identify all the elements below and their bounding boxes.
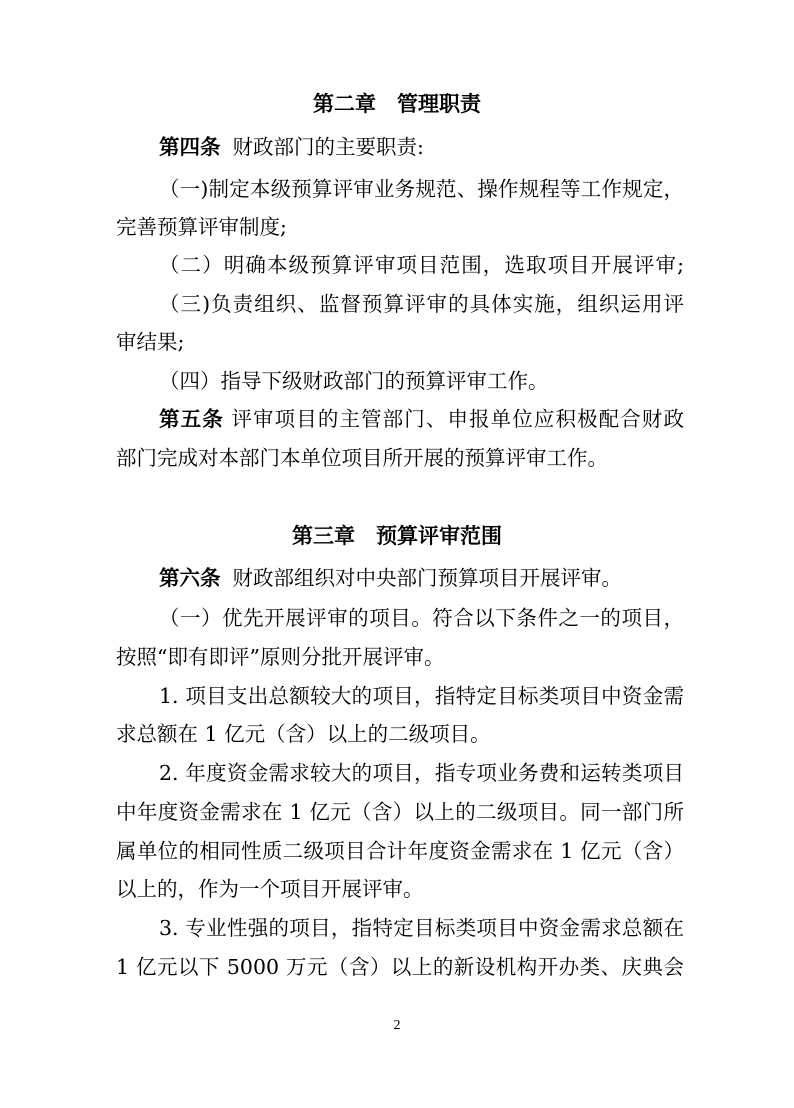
point-2-line-2: 中年度资金需求在 1 亿元（含）以上的二级项目。同一部门所 <box>116 800 684 824</box>
point-1-line-2: 求总额在 1 亿元（含）以上的二级项目。 <box>116 722 491 746</box>
article-6-item-1-line-1: （一）优先开展评审的项目。符合以下条件之一的项目， <box>159 606 684 630</box>
chapter-2-heading: 第二章 管理职责 <box>313 92 481 116</box>
article-5-line-1 <box>159 407 684 431</box>
article-5-line-2: 部门完成对本部门本单位项目所开展的预算评审工作。 <box>116 446 608 470</box>
article-4-item-4: （四）指导下级财政部门的预算评审工作。 <box>159 369 549 393</box>
article-4-item-3-line-2: 审结果; <box>116 330 185 354</box>
article-4-label: 第四条 <box>159 135 221 159</box>
article-6-label: 第六条 <box>159 566 221 590</box>
article-4-line <box>159 135 424 159</box>
article-6-text: 财政部组织对中央部门预算项目开展评审。 <box>232 566 622 590</box>
chapter-3-heading: 第三章 预算评审范围 <box>292 524 502 548</box>
article-6-line <box>159 566 622 590</box>
point-3-line-1: 3. 专业性强的项目，指特定目标类项目中资金需求总额在 <box>159 916 684 940</box>
point-3-line-2: 1 亿元以下 5000 万元（含）以上的新设机构开办类、庆典会 <box>116 955 684 979</box>
point-2-line-1: 2. 年度资金需求较大的项目，指专项业务费和运转类项目 <box>159 761 684 785</box>
article-4-item-3-line-1: （三)负责组织、监督预算评审的具体实施，组织运用评 <box>159 292 684 316</box>
article-4-text: 财政部门的主要职责: <box>232 135 424 159</box>
article-5-label: 第五条 <box>159 407 224 431</box>
article-4-item-2: （二）明确本级预算评审项目范围，选取项目开展评审; <box>159 253 684 277</box>
article-4-item-1-line-1: （一)制定本级预算评审业务规范、操作规程等工作规定， <box>159 177 684 201</box>
point-1-line-1: 1. 项目支出总额较大的项目，指特定目标类项目中资金需 <box>159 684 684 708</box>
page-number: 2 <box>393 1018 401 1033</box>
article-5-text: 评审项目的主管部门、申报单位应积极配合财政 <box>231 407 684 431</box>
article-6-item-1-line-2: 按照“即有即评”原则分批开展评审。 <box>116 645 445 669</box>
article-4-item-1-line-2: 完善预算评审制度; <box>116 215 287 239</box>
point-2-line-3: 属单位的相同性质二级项目合计年度资金需求在 1 亿元（含） <box>116 839 684 863</box>
point-2-line-4: 以上的，作为一个项目开展评审。 <box>116 877 424 901</box>
